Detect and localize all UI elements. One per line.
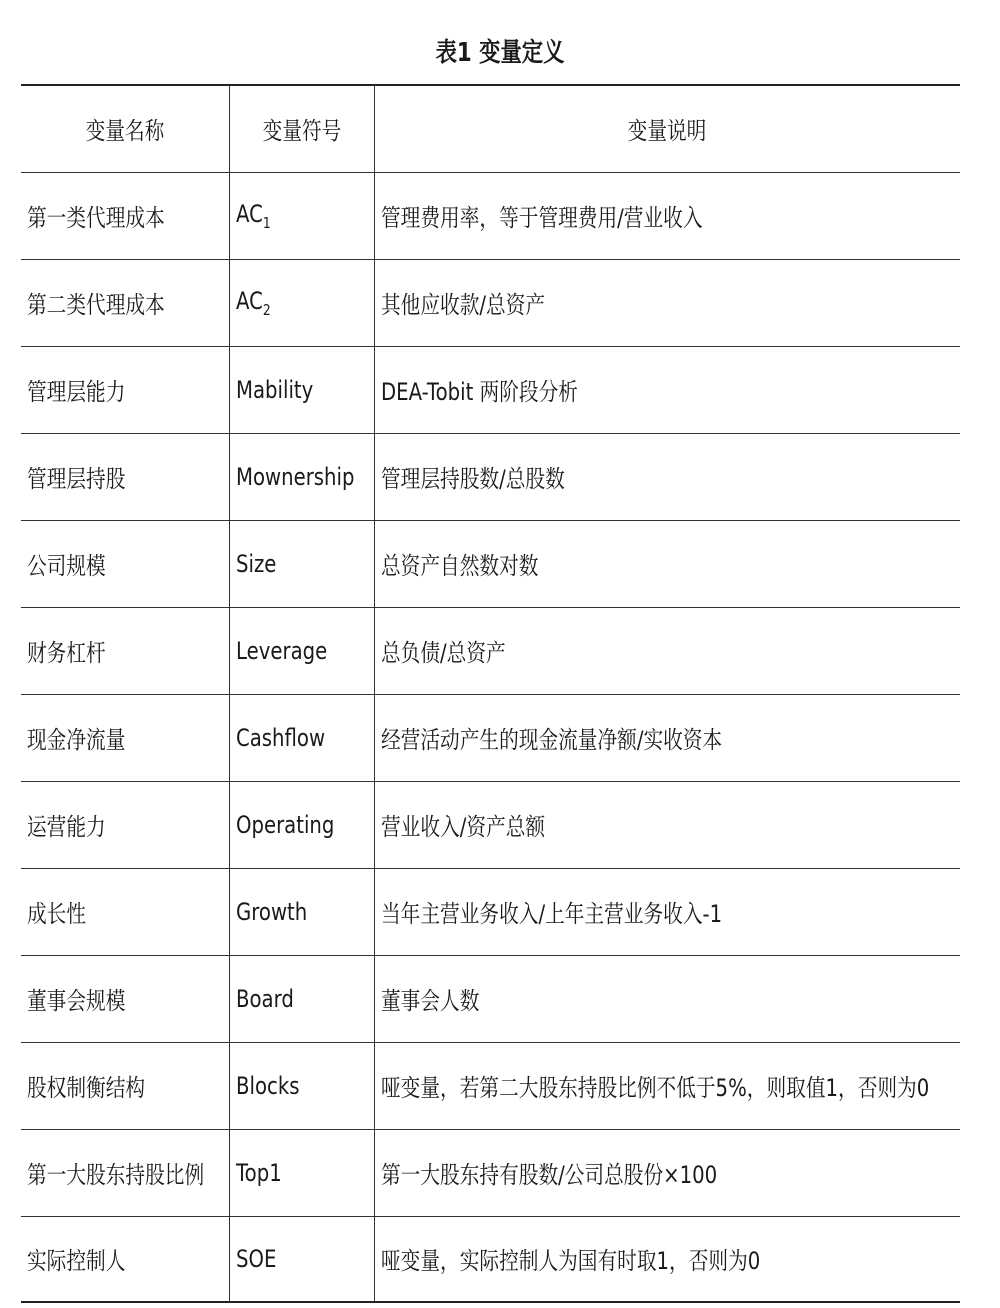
table-row <box>21 346 960 433</box>
header-variable-description: 变量说明 <box>374 85 960 172</box>
variable-description-cell: 第一大股东持有股数/公司总股份×100 <box>374 1129 960 1216</box>
table-row <box>21 433 960 520</box>
table-row <box>21 1042 960 1129</box>
variable-description-cell: 董事会人数 <box>374 955 960 1042</box>
variable-name-cell: 第二类代理成本 <box>21 259 229 346</box>
variable-description-cell: 总负债/总资产 <box>374 607 960 694</box>
variable-description-cell: 哑变量，实际控制人为国有时取1，否则为0 <box>374 1216 960 1302</box>
variable-symbol-cell: Board <box>229 955 374 1042</box>
symbol-subscript: 1 <box>262 213 271 232</box>
variable-description-cell: 管理层持股数/总股数 <box>374 433 960 520</box>
table-row <box>21 607 960 694</box>
variable-name-cell: 管理层能力 <box>21 346 229 433</box>
variable-symbol-cell: Growth <box>229 868 374 955</box>
variable-name-cell: 财务杠杆 <box>21 607 229 694</box>
variable-description-cell: 哑变量，若第二大股东持股比例不低于5%，则取值1，否则为0 <box>374 1042 960 1129</box>
header-variable-name: 变量名称 <box>21 85 229 172</box>
table-row <box>21 1216 960 1302</box>
variable-description-cell: 总资产自然数对数 <box>374 520 960 607</box>
table-caption: 表1 变量定义 <box>435 38 565 68</box>
variable-symbol-cell: $AC_2$ <box>229 259 374 346</box>
variable-symbol-cell: Leverage <box>229 607 374 694</box>
variable-name-cell: 股权制衡结构 <box>21 1042 229 1129</box>
variable-name-cell: 实际控制人 <box>21 1216 229 1302</box>
variable-name-cell: 现金净流量 <box>21 694 229 781</box>
symbol-subscript: 2 <box>262 300 271 319</box>
table-row <box>21 781 960 868</box>
variable-symbol-cell: Size <box>229 520 374 607</box>
variable-name-cell: 第一类代理成本 <box>21 172 229 259</box>
table-row <box>21 520 960 607</box>
variable-description-cell: 经营活动产生的现金流量净额/实收资本 <box>374 694 960 781</box>
variable-description-cell: 其他应收款/总资产 <box>374 259 960 346</box>
table-row <box>21 955 960 1042</box>
table-row <box>21 259 960 346</box>
variable-name-cell: 成长性 <box>21 868 229 955</box>
variable-description-cell: DEA-Tobit 两阶段分析 <box>374 346 960 433</box>
variable-name-cell: 公司规模 <box>21 520 229 607</box>
variable-symbol-cell: SOE <box>229 1216 374 1302</box>
table-row <box>21 1129 960 1216</box>
variable-definition-table <box>21 84 960 1303</box>
variable-description-cell: 营业收入/资产总额 <box>374 781 960 868</box>
table-row <box>21 694 960 781</box>
variable-symbol-cell: $AC_1$ <box>229 172 374 259</box>
variable-description-cell: 管理费用率，等于管理费用/营业收入 <box>374 172 960 259</box>
variable-symbol-cell: Mownership <box>229 433 374 520</box>
variable-symbol-cell: Cashflow <box>229 694 374 781</box>
variable-description-cell: 当年主营业务收入/上年主营业务收入-1 <box>374 868 960 955</box>
variable-name-cell: 管理层持股 <box>21 433 229 520</box>
variable-name-cell: 董事会规模 <box>21 955 229 1042</box>
variable-symbol-cell: Mability <box>229 346 374 433</box>
table-row <box>21 868 960 955</box>
variable-name-cell: 第一大股东持股比例 <box>21 1129 229 1216</box>
variable-symbol-cell: Top1 <box>229 1129 374 1216</box>
variable-symbol-cell: Blocks <box>229 1042 374 1129</box>
table-header-row <box>21 85 960 172</box>
table-row <box>21 172 960 259</box>
variable-symbol-cell: Operating <box>229 781 374 868</box>
variable-name-cell: 运营能力 <box>21 781 229 868</box>
header-variable-symbol: 变量符号 <box>229 85 374 172</box>
